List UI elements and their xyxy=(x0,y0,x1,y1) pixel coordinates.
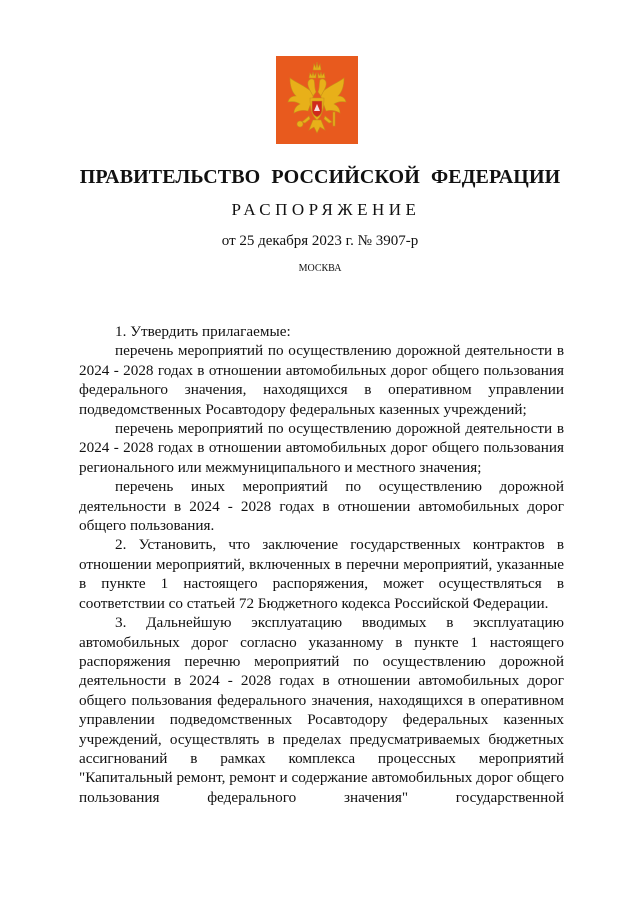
document-city: МОСКВА xyxy=(298,263,342,274)
organization-title: ПРАВИТЕЛЬСТВО РОССИЙСКОЙ ФЕДЕРАЦИИ xyxy=(79,166,561,188)
paragraph: 3. Дальнейшую эксплуатацию вводимых в эксплуатацию автомобильных дорог согласно указанному в пункте 1 настоящего распоряжения перечню мероприятий по осуществлению дорожной деятельности в 2024 - 2028 годах в отношении автомобильных дорог общего пользования федерального значения, находящихся в оперативном управлении подведомственных Росавтодору федеральных казенных учреждений, осуществлять в пределах предусматриваемых бюджетных ассигнований в рамках комплекса процессных мероприятий "Капитальный ремонт, ремонт и содержание автомобильных дорог общего пользования федерального значения" государственной xyxy=(79,614,564,806)
paragraph: перечень мероприятий по осуществлению дорожной деятельности в 2024 - 2028 годах в отношении автомобильных дорог общего пользования регионального или межмуниципального и местного значения; xyxy=(79,420,564,476)
paragraph: 1. Утвердить прилагаемые: xyxy=(115,323,291,340)
paragraph: перечень мероприятий по осуществлению дорожной деятельности в 2024 - 2028 годах в отношении автомобильных дорог общего пользования федерального значения, находящихся в оперативном управлении подведомственных Росавтодору федеральных казенных учреждений; xyxy=(79,342,564,418)
paragraph: 2. Установить, что заключение государственных контрактов в отношении мероприятий, включенных в перечни мероприятий, указанные в пункте 1 настоящего распоряжения, может осуществляться в соответствии со статьей 72 Бюджетного кодекса Российской Федерации. xyxy=(79,536,564,612)
document-type: РАСПОРЯЖЕНИЕ xyxy=(231,200,421,219)
document-body xyxy=(79,322,564,807)
russian-coat-of-arms-icon xyxy=(276,56,358,144)
document-date-number: от 25 декабря 2023 г. № 3907-р xyxy=(221,233,419,249)
paragraph: перечень иных мероприятий по осуществлению дорожной деятельности в 2024 - 2028 годах в отношении автомобильных дорог общего пользования. xyxy=(79,478,564,535)
